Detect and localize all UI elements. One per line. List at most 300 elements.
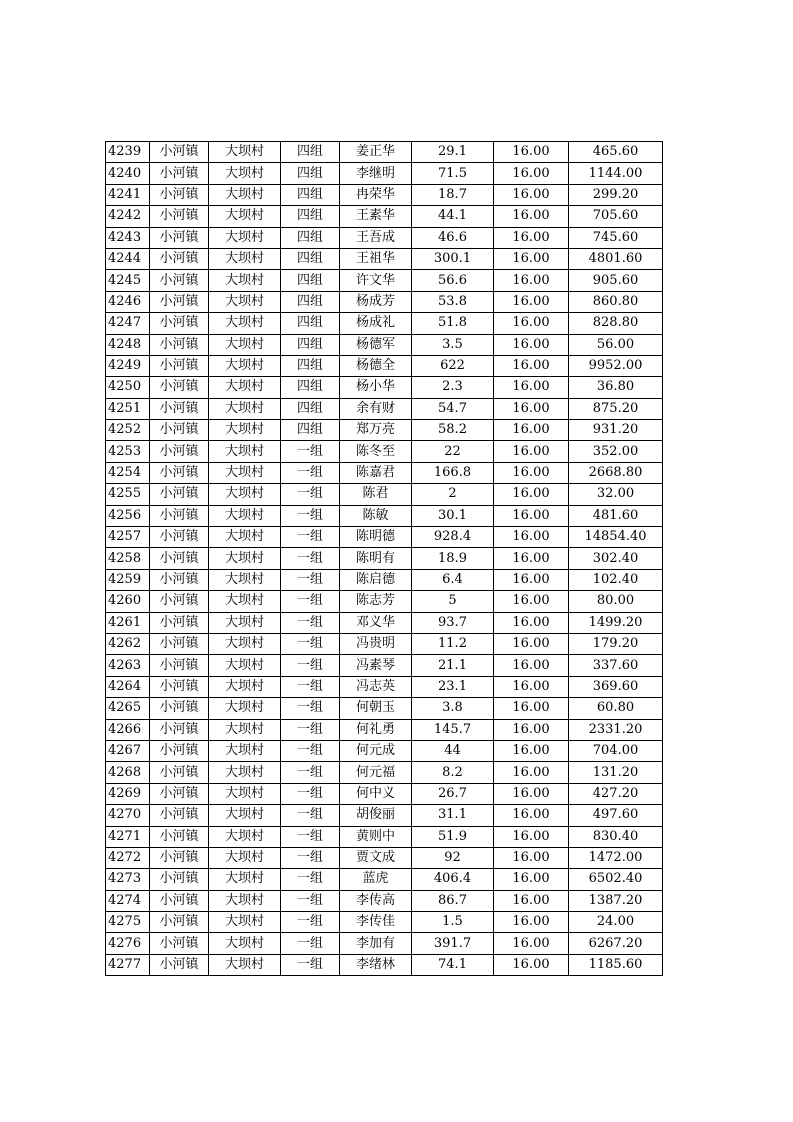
group-cell: 四组 [281, 377, 340, 398]
unit-price-cell: 16.00 [494, 548, 569, 569]
amount-cell: 102.40 [569, 569, 663, 590]
amount-cell: 1185.60 [569, 954, 663, 975]
area-cell: 300.1 [412, 248, 494, 269]
name-cell: 李绪林 [340, 954, 412, 975]
record-id-cell: 4249 [106, 355, 150, 376]
name-cell: 胡俊丽 [340, 805, 412, 826]
town-cell: 小河镇 [150, 676, 209, 697]
record-id-cell: 4241 [106, 184, 150, 205]
record-id-cell: 4240 [106, 163, 150, 184]
name-cell: 何礼勇 [340, 719, 412, 740]
record-id-cell: 4259 [106, 569, 150, 590]
name-cell: 蓝虎 [340, 869, 412, 890]
name-cell: 何元成 [340, 740, 412, 761]
town-cell: 小河镇 [150, 869, 209, 890]
record-id-cell: 4264 [106, 676, 150, 697]
village-cell: 大坝村 [209, 441, 281, 462]
amount-cell: 24.00 [569, 912, 663, 933]
town-cell: 小河镇 [150, 954, 209, 975]
area-cell: 928.4 [412, 527, 494, 548]
table-row [106, 933, 663, 954]
area-cell: 21.1 [412, 655, 494, 676]
table-row [106, 698, 663, 719]
area-cell: 2 [412, 484, 494, 505]
table-row [106, 142, 663, 163]
name-cell: 何中义 [340, 783, 412, 804]
record-id-cell: 4272 [106, 847, 150, 868]
area-cell: 29.1 [412, 142, 494, 163]
amount-cell: 1144.00 [569, 163, 663, 184]
unit-price-cell: 16.00 [494, 142, 569, 163]
town-cell: 小河镇 [150, 441, 209, 462]
group-cell: 一组 [281, 890, 340, 911]
area-cell: 145.7 [412, 719, 494, 740]
table-row [106, 184, 663, 205]
town-cell: 小河镇 [150, 612, 209, 633]
table-row [106, 527, 663, 548]
table-row [106, 805, 663, 826]
town-cell: 小河镇 [150, 548, 209, 569]
amount-cell: 179.20 [569, 633, 663, 654]
unit-price-cell: 16.00 [494, 762, 569, 783]
village-cell: 大坝村 [209, 334, 281, 355]
table-row [106, 591, 663, 612]
name-cell: 杨小华 [340, 377, 412, 398]
amount-cell: 56.00 [569, 334, 663, 355]
record-id-cell: 4256 [106, 505, 150, 526]
record-id-cell: 4252 [106, 420, 150, 441]
area-cell: 3.8 [412, 698, 494, 719]
record-id-cell: 4263 [106, 655, 150, 676]
unit-price-cell: 16.00 [494, 954, 569, 975]
town-cell: 小河镇 [150, 633, 209, 654]
name-cell: 余有财 [340, 398, 412, 419]
area-cell: 30.1 [412, 505, 494, 526]
area-cell: 1.5 [412, 912, 494, 933]
town-cell: 小河镇 [150, 890, 209, 911]
village-cell: 大坝村 [209, 847, 281, 868]
name-cell: 王素华 [340, 206, 412, 227]
table-row [106, 227, 663, 248]
name-cell: 杨成芳 [340, 291, 412, 312]
area-cell: 391.7 [412, 933, 494, 954]
table-row [106, 569, 663, 590]
record-id-cell: 4246 [106, 291, 150, 312]
amount-cell: 6267.20 [569, 933, 663, 954]
group-cell: 一组 [281, 484, 340, 505]
name-cell: 何元福 [340, 762, 412, 783]
record-id-cell: 4276 [106, 933, 150, 954]
village-cell: 大坝村 [209, 912, 281, 933]
name-cell: 陈明德 [340, 527, 412, 548]
town-cell: 小河镇 [150, 655, 209, 676]
village-cell: 大坝村 [209, 591, 281, 612]
area-cell: 23.1 [412, 676, 494, 697]
group-cell: 一组 [281, 912, 340, 933]
group-cell: 四组 [281, 163, 340, 184]
town-cell: 小河镇 [150, 270, 209, 291]
unit-price-cell: 16.00 [494, 270, 569, 291]
record-id-cell: 4260 [106, 591, 150, 612]
amount-cell: 6502.40 [569, 869, 663, 890]
group-cell: 一组 [281, 548, 340, 569]
group-cell: 一组 [281, 805, 340, 826]
record-id-cell: 4271 [106, 826, 150, 847]
town-cell: 小河镇 [150, 826, 209, 847]
table-row [106, 890, 663, 911]
record-id-cell: 4262 [106, 633, 150, 654]
village-cell: 大坝村 [209, 869, 281, 890]
amount-cell: 1472.00 [569, 847, 663, 868]
area-cell: 622 [412, 355, 494, 376]
group-cell: 一组 [281, 569, 340, 590]
area-cell: 71.5 [412, 163, 494, 184]
town-cell: 小河镇 [150, 805, 209, 826]
area-cell: 58.2 [412, 420, 494, 441]
group-cell: 四组 [281, 206, 340, 227]
village-cell: 大坝村 [209, 206, 281, 227]
unit-price-cell: 16.00 [494, 826, 569, 847]
record-id-cell: 4267 [106, 740, 150, 761]
area-cell: 31.1 [412, 805, 494, 826]
area-cell: 26.7 [412, 783, 494, 804]
unit-price-cell: 16.00 [494, 291, 569, 312]
town-cell: 小河镇 [150, 505, 209, 526]
table-row [106, 912, 663, 933]
village-cell: 大坝村 [209, 569, 281, 590]
village-cell: 大坝村 [209, 227, 281, 248]
village-cell: 大坝村 [209, 184, 281, 205]
village-cell: 大坝村 [209, 548, 281, 569]
area-cell: 51.9 [412, 826, 494, 847]
record-id-cell: 4255 [106, 484, 150, 505]
unit-price-cell: 16.00 [494, 420, 569, 441]
table-row [106, 420, 663, 441]
town-cell: 小河镇 [150, 484, 209, 505]
amount-cell: 705.60 [569, 206, 663, 227]
record-id-cell: 4266 [106, 719, 150, 740]
data-table [105, 141, 663, 976]
group-cell: 四组 [281, 398, 340, 419]
area-cell: 51.8 [412, 313, 494, 334]
town-cell: 小河镇 [150, 163, 209, 184]
amount-cell: 860.80 [569, 291, 663, 312]
town-cell: 小河镇 [150, 762, 209, 783]
unit-price-cell: 16.00 [494, 612, 569, 633]
group-cell: 一组 [281, 505, 340, 526]
town-cell: 小河镇 [150, 248, 209, 269]
amount-cell: 830.40 [569, 826, 663, 847]
town-cell: 小河镇 [150, 420, 209, 441]
group-cell: 四组 [281, 313, 340, 334]
town-cell: 小河镇 [150, 291, 209, 312]
village-cell: 大坝村 [209, 270, 281, 291]
unit-price-cell: 16.00 [494, 527, 569, 548]
name-cell: 李加有 [340, 933, 412, 954]
group-cell: 四组 [281, 334, 340, 355]
village-cell: 大坝村 [209, 826, 281, 847]
town-cell: 小河镇 [150, 698, 209, 719]
amount-cell: 302.40 [569, 548, 663, 569]
unit-price-cell: 16.00 [494, 740, 569, 761]
amount-cell: 299.20 [569, 184, 663, 205]
unit-price-cell: 16.00 [494, 441, 569, 462]
amount-cell: 481.60 [569, 505, 663, 526]
table-row [106, 355, 663, 376]
name-cell: 杨德军 [340, 334, 412, 355]
unit-price-cell: 16.00 [494, 912, 569, 933]
name-cell: 郑万亮 [340, 420, 412, 441]
amount-cell: 352.00 [569, 441, 663, 462]
name-cell: 陈敏 [340, 505, 412, 526]
group-cell: 一组 [281, 740, 340, 761]
area-cell: 56.6 [412, 270, 494, 291]
record-id-cell: 4258 [106, 548, 150, 569]
table-row [106, 270, 663, 291]
village-cell: 大坝村 [209, 142, 281, 163]
table-row [106, 826, 663, 847]
record-id-cell: 4243 [106, 227, 150, 248]
area-cell: 5 [412, 591, 494, 612]
area-cell: 86.7 [412, 890, 494, 911]
town-cell: 小河镇 [150, 591, 209, 612]
village-cell: 大坝村 [209, 462, 281, 483]
table-row [106, 163, 663, 184]
record-id-cell: 4269 [106, 783, 150, 804]
amount-cell: 369.60 [569, 676, 663, 697]
record-id-cell: 4275 [106, 912, 150, 933]
unit-price-cell: 16.00 [494, 676, 569, 697]
record-id-cell: 4250 [106, 377, 150, 398]
record-id-cell: 4268 [106, 762, 150, 783]
name-cell: 冉荣华 [340, 184, 412, 205]
table-row [106, 313, 663, 334]
unit-price-cell: 16.00 [494, 184, 569, 205]
amount-cell: 9952.00 [569, 355, 663, 376]
village-cell: 大坝村 [209, 762, 281, 783]
area-cell: 18.9 [412, 548, 494, 569]
name-cell: 陈冬至 [340, 441, 412, 462]
name-cell: 冯素琴 [340, 655, 412, 676]
village-cell: 大坝村 [209, 248, 281, 269]
unit-price-cell: 16.00 [494, 505, 569, 526]
record-id-cell: 4251 [106, 398, 150, 419]
town-cell: 小河镇 [150, 933, 209, 954]
unit-price-cell: 16.00 [494, 163, 569, 184]
group-cell: 一组 [281, 783, 340, 804]
area-cell: 18.7 [412, 184, 494, 205]
town-cell: 小河镇 [150, 569, 209, 590]
name-cell: 贾文成 [340, 847, 412, 868]
town-cell: 小河镇 [150, 740, 209, 761]
group-cell: 四组 [281, 227, 340, 248]
record-id-cell: 4254 [106, 462, 150, 483]
amount-cell: 905.60 [569, 270, 663, 291]
area-cell: 44.1 [412, 206, 494, 227]
village-cell: 大坝村 [209, 655, 281, 676]
group-cell: 四组 [281, 270, 340, 291]
name-cell: 冯贵明 [340, 633, 412, 654]
village-cell: 大坝村 [209, 933, 281, 954]
table-row [106, 505, 663, 526]
unit-price-cell: 16.00 [494, 805, 569, 826]
area-cell: 44 [412, 740, 494, 761]
table-row [106, 462, 663, 483]
name-cell: 陈明有 [340, 548, 412, 569]
group-cell: 一组 [281, 954, 340, 975]
unit-price-cell: 16.00 [494, 355, 569, 376]
unit-price-cell: 16.00 [494, 933, 569, 954]
name-cell: 陈志芳 [340, 591, 412, 612]
unit-price-cell: 16.00 [494, 334, 569, 355]
village-cell: 大坝村 [209, 527, 281, 548]
village-cell: 大坝村 [209, 398, 281, 419]
unit-price-cell: 16.00 [494, 569, 569, 590]
unit-price-cell: 16.00 [494, 719, 569, 740]
table-row [106, 719, 663, 740]
table-row [106, 206, 663, 227]
name-cell: 陈君 [340, 484, 412, 505]
area-cell: 54.7 [412, 398, 494, 419]
area-cell: 53.8 [412, 291, 494, 312]
group-cell: 一组 [281, 719, 340, 740]
group-cell: 一组 [281, 933, 340, 954]
amount-cell: 2668.80 [569, 462, 663, 483]
table-row [106, 954, 663, 975]
town-cell: 小河镇 [150, 462, 209, 483]
area-cell: 11.2 [412, 633, 494, 654]
record-id-cell: 4242 [106, 206, 150, 227]
amount-cell: 1499.20 [569, 612, 663, 633]
village-cell: 大坝村 [209, 676, 281, 697]
name-cell: 杨德全 [340, 355, 412, 376]
name-cell: 王吾成 [340, 227, 412, 248]
village-cell: 大坝村 [209, 954, 281, 975]
village-cell: 大坝村 [209, 484, 281, 505]
amount-cell: 32.00 [569, 484, 663, 505]
group-cell: 一组 [281, 591, 340, 612]
table-row [106, 740, 663, 761]
table-row [106, 441, 663, 462]
group-cell: 四组 [281, 142, 340, 163]
amount-cell: 427.20 [569, 783, 663, 804]
table-row [106, 398, 663, 419]
group-cell: 一组 [281, 633, 340, 654]
record-id-cell: 4245 [106, 270, 150, 291]
unit-price-cell: 16.00 [494, 591, 569, 612]
amount-cell: 337.60 [569, 655, 663, 676]
table-row [106, 484, 663, 505]
table-row [106, 676, 663, 697]
name-cell: 陈启德 [340, 569, 412, 590]
unit-price-cell: 16.00 [494, 398, 569, 419]
table-row [106, 334, 663, 355]
group-cell: 一组 [281, 441, 340, 462]
name-cell: 杨成礼 [340, 313, 412, 334]
town-cell: 小河镇 [150, 184, 209, 205]
record-id-cell: 4274 [106, 890, 150, 911]
unit-price-cell: 16.00 [494, 206, 569, 227]
name-cell: 邓义华 [340, 612, 412, 633]
area-cell: 8.2 [412, 762, 494, 783]
name-cell: 李继明 [340, 163, 412, 184]
village-cell: 大坝村 [209, 355, 281, 376]
group-cell: 一组 [281, 655, 340, 676]
group-cell: 一组 [281, 698, 340, 719]
unit-price-cell: 16.00 [494, 847, 569, 868]
name-cell: 李传佳 [340, 912, 412, 933]
group-cell: 四组 [281, 248, 340, 269]
amount-cell: 828.80 [569, 313, 663, 334]
amount-cell: 36.80 [569, 377, 663, 398]
village-cell: 大坝村 [209, 740, 281, 761]
group-cell: 一组 [281, 869, 340, 890]
town-cell: 小河镇 [150, 334, 209, 355]
unit-price-cell: 16.00 [494, 890, 569, 911]
group-cell: 四组 [281, 184, 340, 205]
unit-price-cell: 16.00 [494, 783, 569, 804]
group-cell: 一组 [281, 847, 340, 868]
table-row [106, 869, 663, 890]
record-id-cell: 4261 [106, 612, 150, 633]
name-cell: 冯志英 [340, 676, 412, 697]
town-cell: 小河镇 [150, 377, 209, 398]
unit-price-cell: 16.00 [494, 633, 569, 654]
group-cell: 四组 [281, 291, 340, 312]
table-row [106, 548, 663, 569]
amount-cell: 80.00 [569, 591, 663, 612]
village-cell: 大坝村 [209, 612, 281, 633]
town-cell: 小河镇 [150, 912, 209, 933]
amount-cell: 465.60 [569, 142, 663, 163]
unit-price-cell: 16.00 [494, 227, 569, 248]
unit-price-cell: 16.00 [494, 313, 569, 334]
amount-cell: 875.20 [569, 398, 663, 419]
amount-cell: 2331.20 [569, 719, 663, 740]
amount-cell: 931.20 [569, 420, 663, 441]
record-id-cell: 4277 [106, 954, 150, 975]
group-cell: 一组 [281, 612, 340, 633]
amount-cell: 14854.40 [569, 527, 663, 548]
record-id-cell: 4247 [106, 313, 150, 334]
village-cell: 大坝村 [209, 633, 281, 654]
amount-cell: 4801.60 [569, 248, 663, 269]
name-cell: 姜正华 [340, 142, 412, 163]
town-cell: 小河镇 [150, 227, 209, 248]
town-cell: 小河镇 [150, 527, 209, 548]
amount-cell: 60.80 [569, 698, 663, 719]
area-cell: 92 [412, 847, 494, 868]
village-cell: 大坝村 [209, 890, 281, 911]
record-id-cell: 4239 [106, 142, 150, 163]
town-cell: 小河镇 [150, 783, 209, 804]
amount-cell: 1387.20 [569, 890, 663, 911]
name-cell: 李传高 [340, 890, 412, 911]
group-cell: 一组 [281, 676, 340, 697]
unit-price-cell: 16.00 [494, 655, 569, 676]
village-cell: 大坝村 [209, 291, 281, 312]
area-cell: 2.3 [412, 377, 494, 398]
unit-price-cell: 16.00 [494, 377, 569, 398]
town-cell: 小河镇 [150, 355, 209, 376]
group-cell: 一组 [281, 462, 340, 483]
town-cell: 小河镇 [150, 206, 209, 227]
unit-price-cell: 16.00 [494, 248, 569, 269]
village-cell: 大坝村 [209, 783, 281, 804]
name-cell: 陈嘉君 [340, 462, 412, 483]
name-cell: 黄则中 [340, 826, 412, 847]
group-cell: 一组 [281, 527, 340, 548]
